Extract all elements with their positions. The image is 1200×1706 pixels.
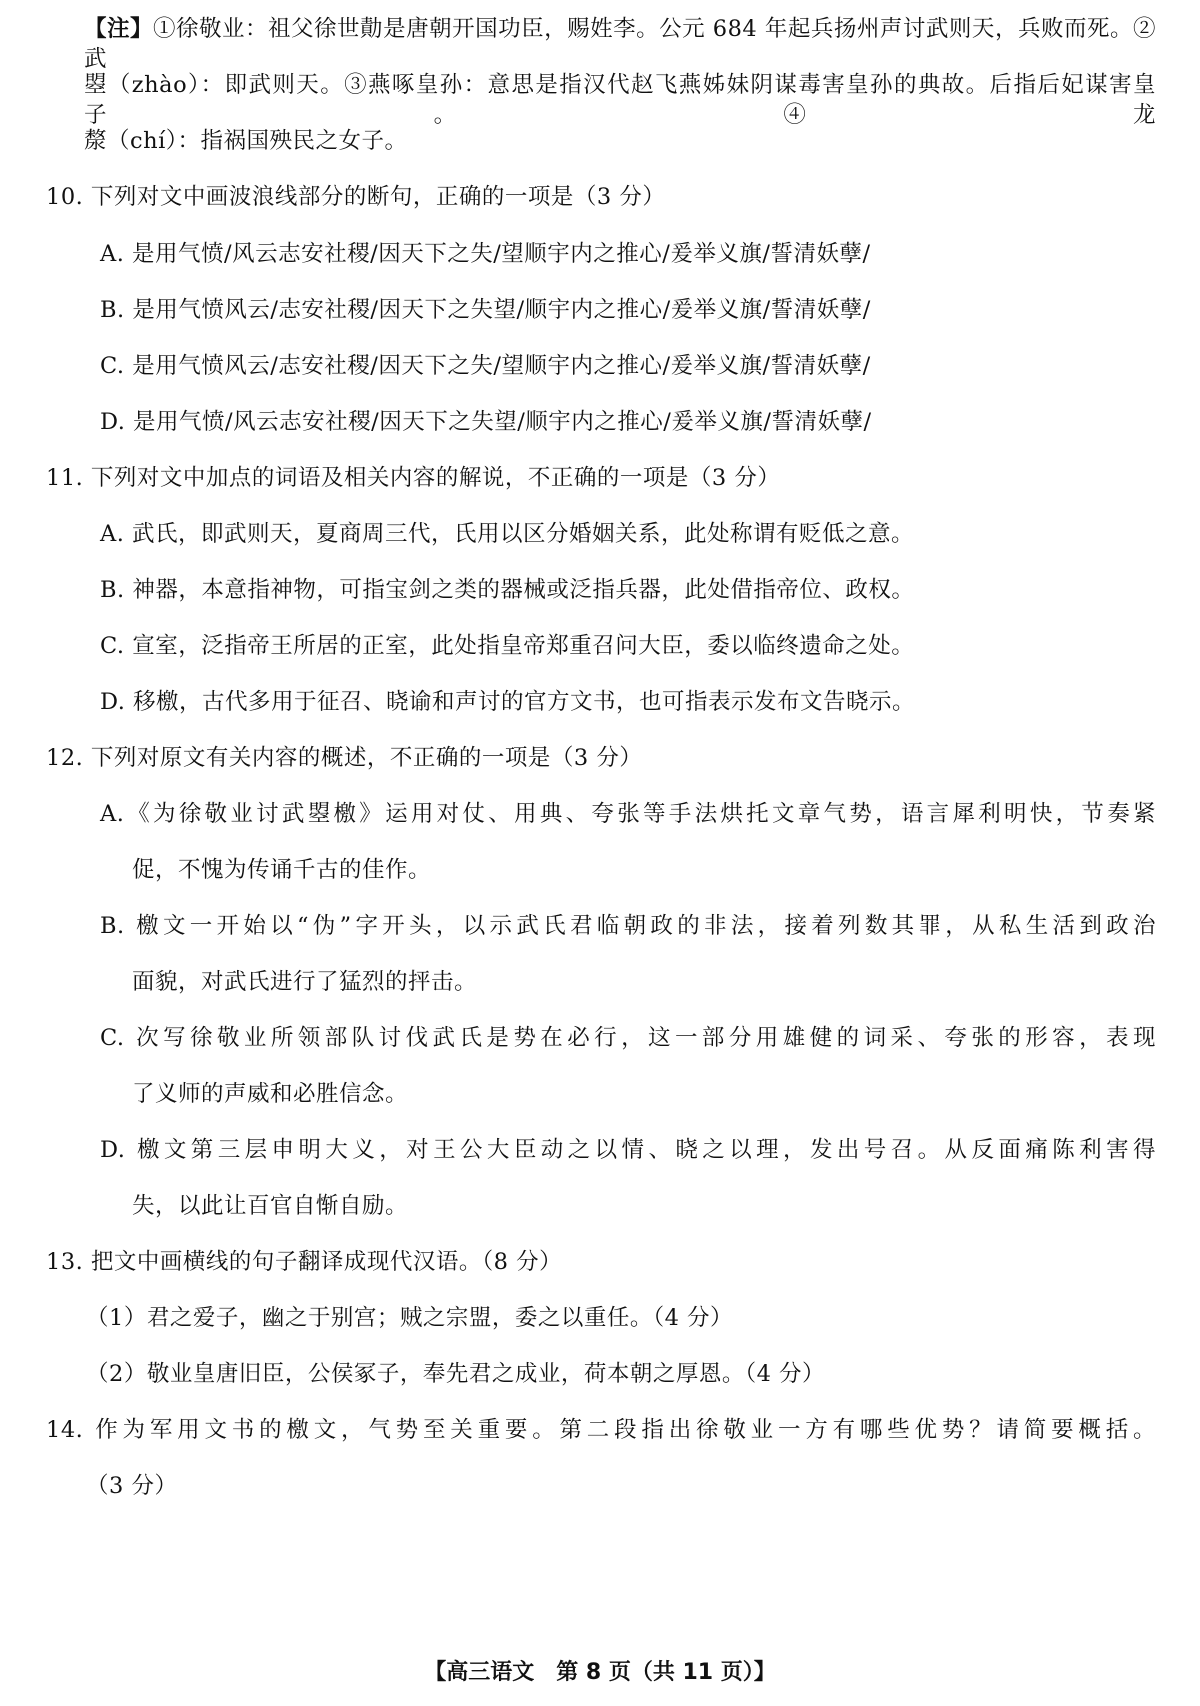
question-12-option-a-cont: 促，不愧为传诵千古的佳作。 bbox=[132, 857, 432, 883]
question-12-option-b: B. 檄文一开始以“伪”字开头，以示武氏君临朝政的非法，接着列数其罪，从私生活到政治 bbox=[100, 913, 1156, 939]
note-line-3: 漦（chí）：指祸国殃民之女子。 bbox=[84, 128, 408, 154]
question-11-option-d: D. 移檄，古代多用于征召、晓谕和声讨的官方文书，也可指表示发布文告晓示。 bbox=[100, 689, 916, 715]
question-14-score: （3 分） bbox=[86, 1473, 178, 1499]
question-10-option-a: A. 是用气愤/风云志安社稷/因天下之失/望顺宇内之推心/爰举义旗/誓清妖孽/ bbox=[100, 241, 871, 267]
question-10-stem: 10. 下列对文中画波浪线部分的断句，正确的一项是（3 分） bbox=[46, 184, 666, 210]
question-12-option-c: C. 次写徐敬业所领部队讨伐武氏是势在必行，这一部分用雄健的词采、夸张的形容，表现 bbox=[100, 1025, 1156, 1051]
question-11-option-c: C. 宣室，泛指帝王所居的正室，此处指皇帝郑重召问大臣，委以临终遗命之处。 bbox=[100, 633, 915, 659]
note-tag: 【注】 bbox=[84, 16, 154, 42]
question-12-stem: 12. 下列对原文有关内容的概述，不正确的一项是（3 分） bbox=[46, 745, 643, 771]
question-11-option-a: A. 武氏，即武则天，夏商周三代，氏用以区分婚姻关系，此处称谓有贬低之意。 bbox=[100, 521, 915, 547]
note-line-2: 曌（zhào）：即武则天。③燕啄皇孙：意思是指汉代赵飞燕姊妹阴谋毒害皇孙的典故。后指后妃谋害皇子。④龙 bbox=[84, 72, 1156, 128]
note-line-1 bbox=[84, 14, 1156, 74]
note-text-1: ①徐敬业：祖父徐世勣是唐朝开国功臣，赐姓李。公元 684 年起兵扬州声讨武则天，兵败而死。②武 bbox=[84, 16, 1156, 72]
page-footer: 【高三语文 第 8 页（共 11 页）】 bbox=[424, 1660, 776, 1685]
question-11-option-b: B. 神器，本意指神物，可指宝剑之类的器械或泛指兵器，此处借指帝位、政权。 bbox=[100, 577, 915, 603]
question-11-stem: 11. 下列对文中加点的词语及相关内容的解说，不正确的一项是（3 分） bbox=[46, 465, 781, 491]
question-10-option-d: D. 是用气愤/风云志安社稷/因天下之失望/顺宇内之推心/爰举义旗/誓清妖孽/ bbox=[100, 409, 872, 435]
question-14-stem: 14. 作为军用文书的檄文，气势至关重要。第二段指出徐敬业一方有哪些优势？请简要概括。 bbox=[46, 1417, 1156, 1443]
question-12-option-d-cont: 失，以此让百官自惭自励。 bbox=[132, 1193, 409, 1219]
question-13-sentence-2: （2）敬业皇唐旧臣，公侯冢子，奉先君之成业，荷本朝之厚恩。（4 分） bbox=[86, 1361, 826, 1387]
question-12-option-a: A.《为徐敬业讨武曌檄》运用对仗、用典、夸张等手法烘托文章气势，语言犀利明快，节奏紧 bbox=[100, 801, 1156, 827]
question-13-stem: 13. 把文中画横线的句子翻译成现代汉语。（8 分） bbox=[46, 1249, 563, 1275]
question-12-option-d: D. 檄文第三层申明大义，对王公大臣动之以情、晓之以理，发出号召。从反面痛陈利害得 bbox=[100, 1137, 1156, 1163]
question-10-option-c: C. 是用气愤风云/志安社稷/因天下之失/望顺宇内之推心/爰举义旗/誓清妖孽/ bbox=[100, 353, 871, 379]
question-12-option-b-cont: 面貌，对武氏进行了猛烈的抨击。 bbox=[132, 969, 478, 995]
question-10-option-b: B. 是用气愤风云/志安社稷/因天下之失望/顺宇内之推心/爰举义旗/誓清妖孽/ bbox=[100, 297, 871, 323]
question-13-sentence-1: （1）君之爱子，幽之于别宫；贼之宗盟，委之以重任。（4 分） bbox=[86, 1305, 734, 1331]
question-12-option-c-cont: 了义师的声威和必胜信念。 bbox=[132, 1081, 409, 1107]
